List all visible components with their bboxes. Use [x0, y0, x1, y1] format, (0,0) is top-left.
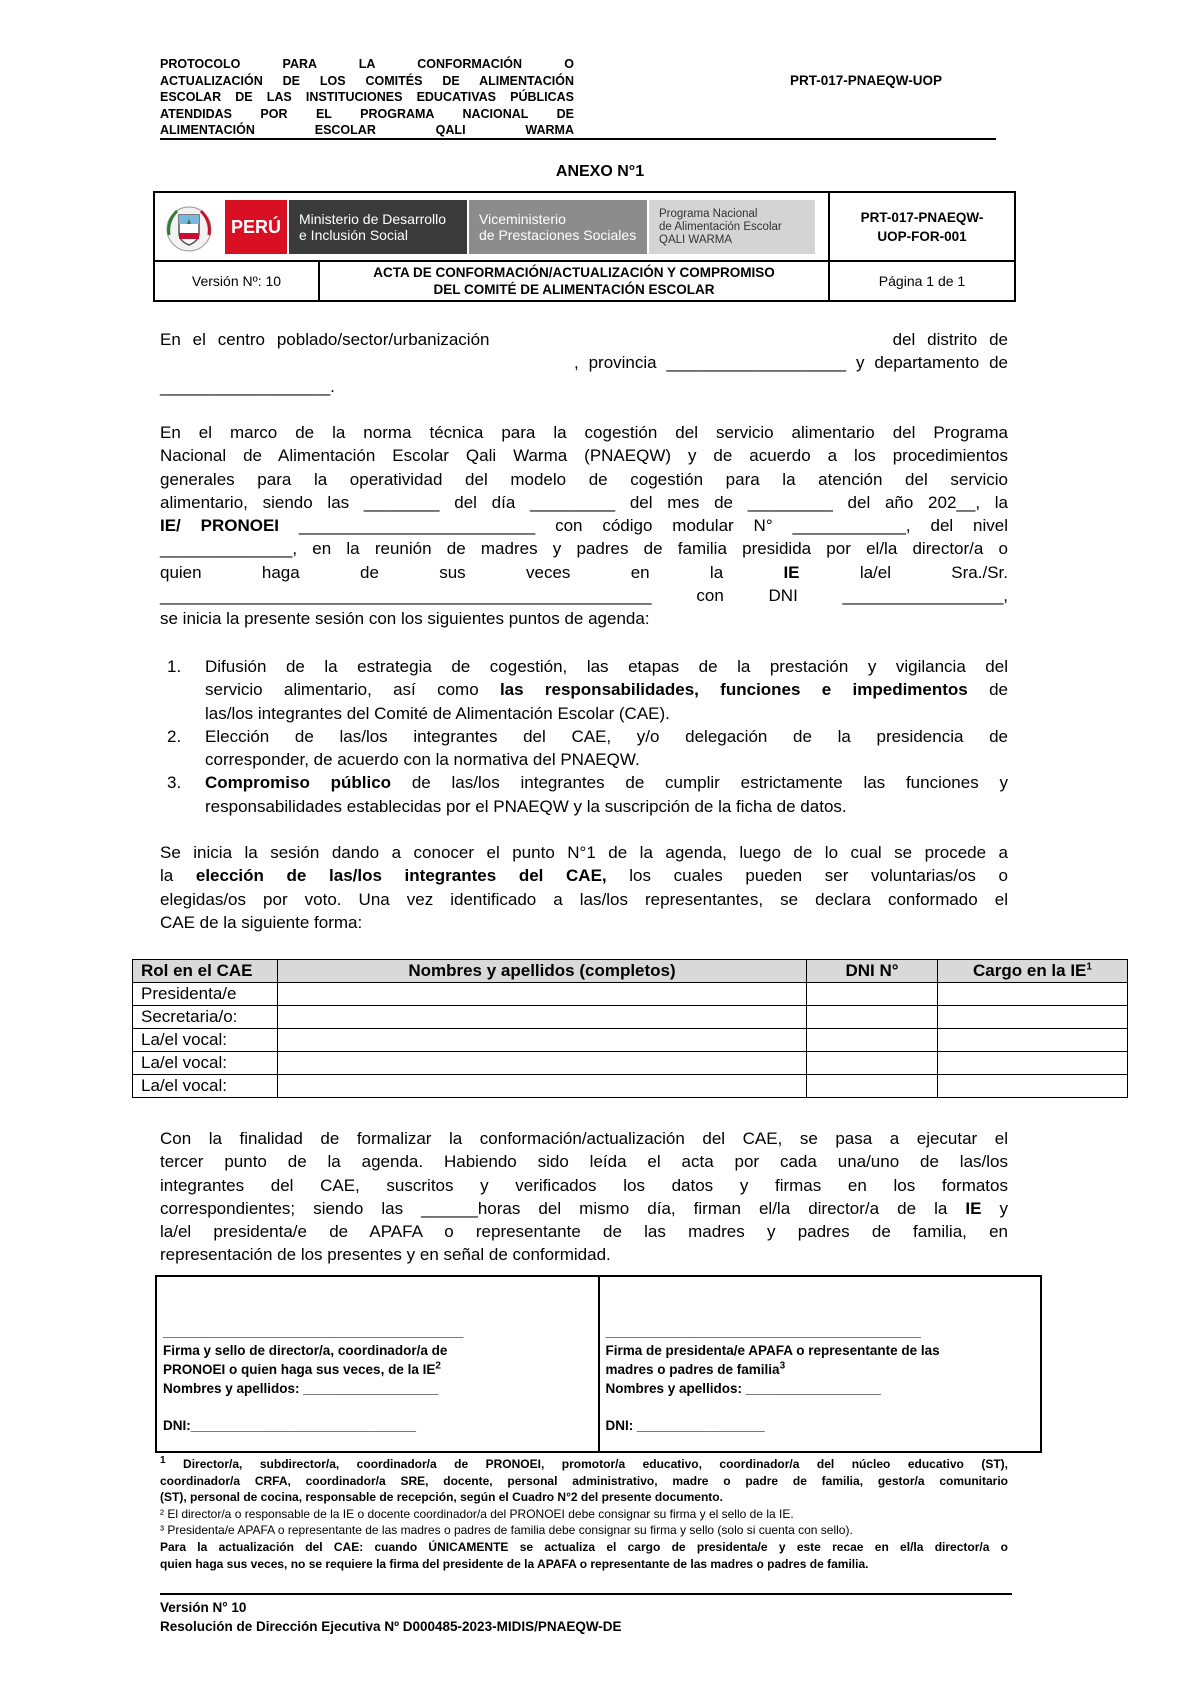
text: PRONOEI o quien haga sus veces, de la IE: [163, 1362, 436, 1377]
director-signature-block[interactable]: [157, 1277, 598, 1451]
paragraph-line: Con la finalidad de formalizar la conformación/actualización del CAE, se pasa a ejecutar el: [160, 1129, 1008, 1148]
paragraph-line: [160, 561, 1008, 584]
header-title-line: ESCOLAR DE LAS INSTITUCIONES EDUCATIVAS PÚBLICAS: [160, 90, 574, 104]
bold-text: IE: [965, 1198, 982, 1218]
text: madres o padres de familia: [605, 1362, 780, 1377]
agenda-line: Difusión de la estrategia de cogestión, las etapas de la prestación y vigilancia del: [205, 657, 1008, 676]
footnote-marker: 1: [160, 1455, 166, 1466]
paragraph-line: integrantes del CAE, suscritos y verificados los datos y firmas en los formatos: [160, 1175, 1008, 1195]
footnote-marker: 3: [779, 1360, 786, 1372]
signature-label: [606, 1360, 1033, 1379]
agenda-number: 1.: [167, 657, 182, 676]
ministerio-line: Ministerio de Desarrollo: [299, 211, 447, 227]
name-input-cell[interactable]: [278, 983, 807, 1006]
paragraph-line: se inicia la presente sesión con los siguientes puntos de agenda:: [160, 609, 650, 629]
footnote-line: ³ Presidenta/e APAFA o representante de las madres o padres de familia debe consignar su firma y sello (solo si cuenta con sello).: [160, 1523, 853, 1538]
paragraph-line: representación de los presentes y en señal de conformidad.: [160, 1245, 611, 1265]
footnote-note-line: Para la actualización del CAE: cuando ÚNICAMENTE se actualiza el cargo de presidenta/e y este recae en el/la director/a o: [160, 1539, 1008, 1554]
paragraph-line: alimentario, siendo las ________ del día _________ del mes de _________ del año 202__, la: [160, 492, 1008, 512]
paragraph-line: En el marco de la norma técnica para la cogestión del servicio alimentario del Programa: [160, 423, 1008, 442]
text: correspondientes; siendo las ______horas del mismo día, firman el/la director/a de la: [160, 1198, 966, 1218]
acta-title-cell: [319, 261, 829, 301]
cargo-input-cell[interactable]: [938, 1075, 1128, 1098]
dni-input-cell[interactable]: [807, 1052, 938, 1075]
form-header-box: [153, 191, 1016, 302]
footnotes: [160, 1456, 1008, 1572]
anexo-title: ANEXO N°1: [555, 163, 645, 180]
name-input-cell[interactable]: [278, 1052, 807, 1075]
bold-text: las responsabilidades, funciones e impedimentos: [499, 680, 968, 700]
bold-text: IE: [783, 562, 800, 582]
acta-title-line: ACTA DE CONFORMACIÓN/ACTUALIZACIÓN Y COMPROMISO: [373, 265, 775, 280]
page-footer: [160, 1598, 622, 1636]
signature-box: [155, 1275, 1042, 1453]
header-title-line: ALIMENTACIÓN ESCOLAR QALI WARMA: [160, 123, 574, 137]
table-row: [133, 983, 1128, 1006]
dni-input-cell[interactable]: [807, 1006, 938, 1029]
dni-input-cell[interactable]: [807, 983, 938, 1006]
paragraph-line: elegidas/os por voto. Una vez identificado a las/los representantes, se declara conformado el: [160, 889, 1008, 909]
programa-logo: [649, 200, 815, 254]
footer-divider: [160, 1593, 1012, 1595]
programa-line: de Alimentación Escolar: [659, 220, 782, 233]
paragraph-line: [160, 1197, 1008, 1220]
agenda-line: [205, 771, 1008, 794]
cargo-input-cell[interactable]: [938, 983, 1128, 1006]
table-header-cell: Nombres y apellidos (completos): [278, 960, 807, 983]
text: de: [967, 680, 1008, 700]
paragraph-line: la/el presidenta/e de APAFA o representante de las madres y padres de familia, en: [160, 1222, 1008, 1242]
bold-text: IE/ PRONOEI: [160, 516, 280, 536]
footer-resolution: Resolución de Dirección Ejecutiva Nº D000485-2023-MIDIS/PNAEQW-DE: [160, 1619, 622, 1634]
logo-cell: [154, 192, 829, 261]
dni-input-cell[interactable]: [807, 1075, 938, 1098]
table-row: [133, 1075, 1128, 1098]
footnote-line: coordinador/a CRFA, coordinador/a SRE, docente, personal administrativo, madre o padre de familia, gestor/a comunitario: [160, 1473, 1008, 1488]
cargo-input-cell[interactable]: [938, 1006, 1128, 1029]
signature-label: Firma de presidenta/e APAFA o representante de las: [605, 1343, 940, 1358]
text: la: [160, 866, 196, 886]
paragraph-line: generales para la operatividad del modelo de cogestión para la atención del servicio: [160, 469, 1008, 489]
header-title-line: ATENDIDAS POR EL PROGRAMA NACIONAL DE: [160, 106, 574, 121]
role-cell: Secretaria/o:: [133, 1006, 278, 1029]
agenda-number: 2.: [167, 726, 182, 746]
text: Director/a, subdirector/a, coordinador/a de PRONOEI, promotor/a educativo, coordinador/a del núcleo educativo (ST),: [165, 1457, 1008, 1471]
agenda-item: [160, 771, 1008, 818]
intro-paragraph: [160, 421, 1008, 631]
agenda-item: [160, 725, 1008, 772]
header-title-line: PROTOCOLO PARA LA CONFORMACIÓN O: [160, 57, 574, 71]
signature-dni-field[interactable]: DNI:______________________________: [163, 1418, 416, 1433]
text: los cuales pueden ser voluntarias/os o: [606, 866, 1008, 886]
signature-name-field[interactable]: Nombres y apellidos: __________________: [605, 1381, 881, 1396]
footnote-marker: 2: [435, 1360, 441, 1372]
role-cell: La/el vocal:: [133, 1029, 278, 1052]
viceministerio-line: Viceministerio: [479, 211, 566, 227]
footnote-marker: 1: [1086, 961, 1092, 973]
agenda-item: [160, 655, 1008, 725]
table-header-cell: DNI N°: [807, 960, 938, 983]
signature-label: [163, 1360, 590, 1379]
document-header-title: [160, 56, 574, 139]
table-row: [133, 1006, 1128, 1029]
apafa-signature-block[interactable]: [598, 1277, 1041, 1451]
paragraph-line: __________________.: [160, 376, 335, 396]
cargo-input-cell[interactable]: [938, 1052, 1128, 1075]
ministerio-logo: [289, 200, 467, 254]
form-code-line: UOP-FOR-001: [877, 228, 967, 244]
footnote-line: (ST), personal de cocina, responsable de recepción, según el Cuadro N°2 del presente documento.: [160, 1490, 723, 1505]
programa-line: Programa Nacional: [659, 207, 758, 220]
form-code-cell: [829, 192, 1015, 261]
paragraph-line: ____________________________________________________ con DNI _________________,: [160, 586, 1008, 606]
signature-label: Firma y sello de director/a, coordinador/a de: [163, 1343, 448, 1358]
peru-logo: PERÚ: [225, 200, 287, 254]
viceministerio-logo: [469, 200, 647, 254]
header-text: Cargo en la IE: [973, 961, 1087, 980]
cae-members-table: [132, 959, 1128, 1098]
agenda-line: responsabilidades establecidas por el PNAEQW y la suscripción de la ficha de datos.: [205, 796, 847, 816]
signature-dni-field[interactable]: DNI: _________________: [605, 1418, 765, 1433]
paragraph-line: tercer punto de la agenda. Habiendo sido leída el acta por cada una/uno de las/los: [160, 1152, 1008, 1172]
version-cell: Versión Nº: 10: [154, 261, 319, 301]
bold-text: Compromiso público: [205, 773, 392, 793]
role-cell: Presidenta/e: [133, 983, 278, 1006]
cargo-input-cell[interactable]: [938, 1029, 1128, 1052]
name-input-cell[interactable]: [278, 1075, 807, 1098]
paragraph-line: [160, 864, 1008, 887]
text: de las/los integrantes de cumplir estrictamente las funciones y: [391, 773, 1008, 793]
signature-name-field[interactable]: Nombres y apellidos: __________________: [163, 1381, 439, 1396]
formalization-paragraph: [160, 1127, 1008, 1267]
text: _________________________ con código modular N° ____________, del nivel: [279, 516, 1008, 536]
election-paragraph: [160, 841, 1008, 934]
paragraph-line: ______________, en la reunión de madres y padres de familia presidida por el/la director/a o: [160, 539, 1008, 559]
header-title-line: ACTUALIZACIÓN DE LOS COMITÉS DE ALIMENTACIÓN: [160, 73, 574, 88]
text: y: [981, 1198, 1008, 1218]
paragraph-line: Nacional de Alimentación Escolar Qali Warma (PNAEQW) y de acuerdo a los procedimientos: [160, 446, 1008, 466]
table-row: [133, 1052, 1128, 1075]
footnote-line: [160, 1456, 1008, 1473]
paragraph-line: , provincia ___________________ y departamento de: [160, 353, 1008, 373]
paragraph-line: [160, 514, 1008, 537]
footer-version: Versión N° 10: [160, 1600, 247, 1615]
paragraph-line: En el centro poblado/sector/urbanización del distrito de: [160, 330, 1008, 349]
table-row: [133, 1029, 1128, 1052]
acta-title-line: DEL COMITÉ DE ALIMENTACIÓN ESCOLAR: [433, 282, 715, 297]
agenda-line: Elección de las/los integrantes del CAE, y/o delegación de la presidencia de: [205, 726, 1008, 746]
paragraph-line: CAE de la siguiente forma:: [160, 912, 363, 932]
text: servicio alimentario, así como: [205, 680, 500, 700]
paragraph-line: Se inicia la sesión dando a conocer el punto N°1 de la agenda, luego de lo cual se procede a: [160, 843, 1008, 862]
table-header-row: [133, 960, 1128, 983]
ministerio-line: e Inclusión Social: [299, 227, 408, 243]
table-header-cell: [938, 960, 1128, 983]
table-header-cell: Rol en el CAE: [133, 960, 278, 983]
document-code: PRT-017-PNAEQW-UOP: [790, 73, 943, 88]
footnote-note-line: quien haga sus veces, no se requiere la firma del presidente de la APAFA o representante de las madres o padres de familia.: [160, 1556, 869, 1571]
signature-line: ________________________________________: [163, 1324, 464, 1339]
location-paragraph: [160, 328, 1008, 398]
dni-input-cell[interactable]: [807, 1029, 938, 1052]
page-number-cell: Página 1 de 1: [829, 261, 1015, 301]
agenda-line: las/los integrantes del Comité de Alimentación Escolar (CAE).: [205, 703, 670, 723]
bold-text: elección de las/los integrantes del CAE,: [195, 866, 607, 886]
role-cell: La/el vocal:: [133, 1052, 278, 1075]
coat-of-arms-icon: [161, 199, 217, 255]
name-input-cell[interactable]: [278, 1029, 807, 1052]
agenda-number: 3.: [167, 773, 182, 793]
name-input-cell[interactable]: [278, 1006, 807, 1029]
agenda-line: corresponder, de acuerdo con la normativa del PNAEQW.: [205, 750, 640, 770]
form-code-line: PRT-017-PNAEQW-: [860, 209, 984, 225]
header-divider: [160, 138, 996, 140]
role-cell: La/el vocal:: [133, 1075, 278, 1098]
text: la/el Sra./Sr.: [799, 562, 1008, 582]
signature-line: __________________________________________: [605, 1324, 921, 1339]
agenda-list: [160, 655, 1008, 818]
text: quien haga de sus veces en la: [160, 562, 784, 582]
footnote-line: ² El director/a o responsable de la IE o docente coordinador/a del PRONOEI debe consignar su firma y el sello de la IE.: [160, 1506, 794, 1521]
viceministerio-line: de Prestaciones Sociales: [479, 227, 637, 243]
agenda-line: [205, 678, 1008, 701]
programa-line: QALI WARMA: [659, 233, 733, 246]
